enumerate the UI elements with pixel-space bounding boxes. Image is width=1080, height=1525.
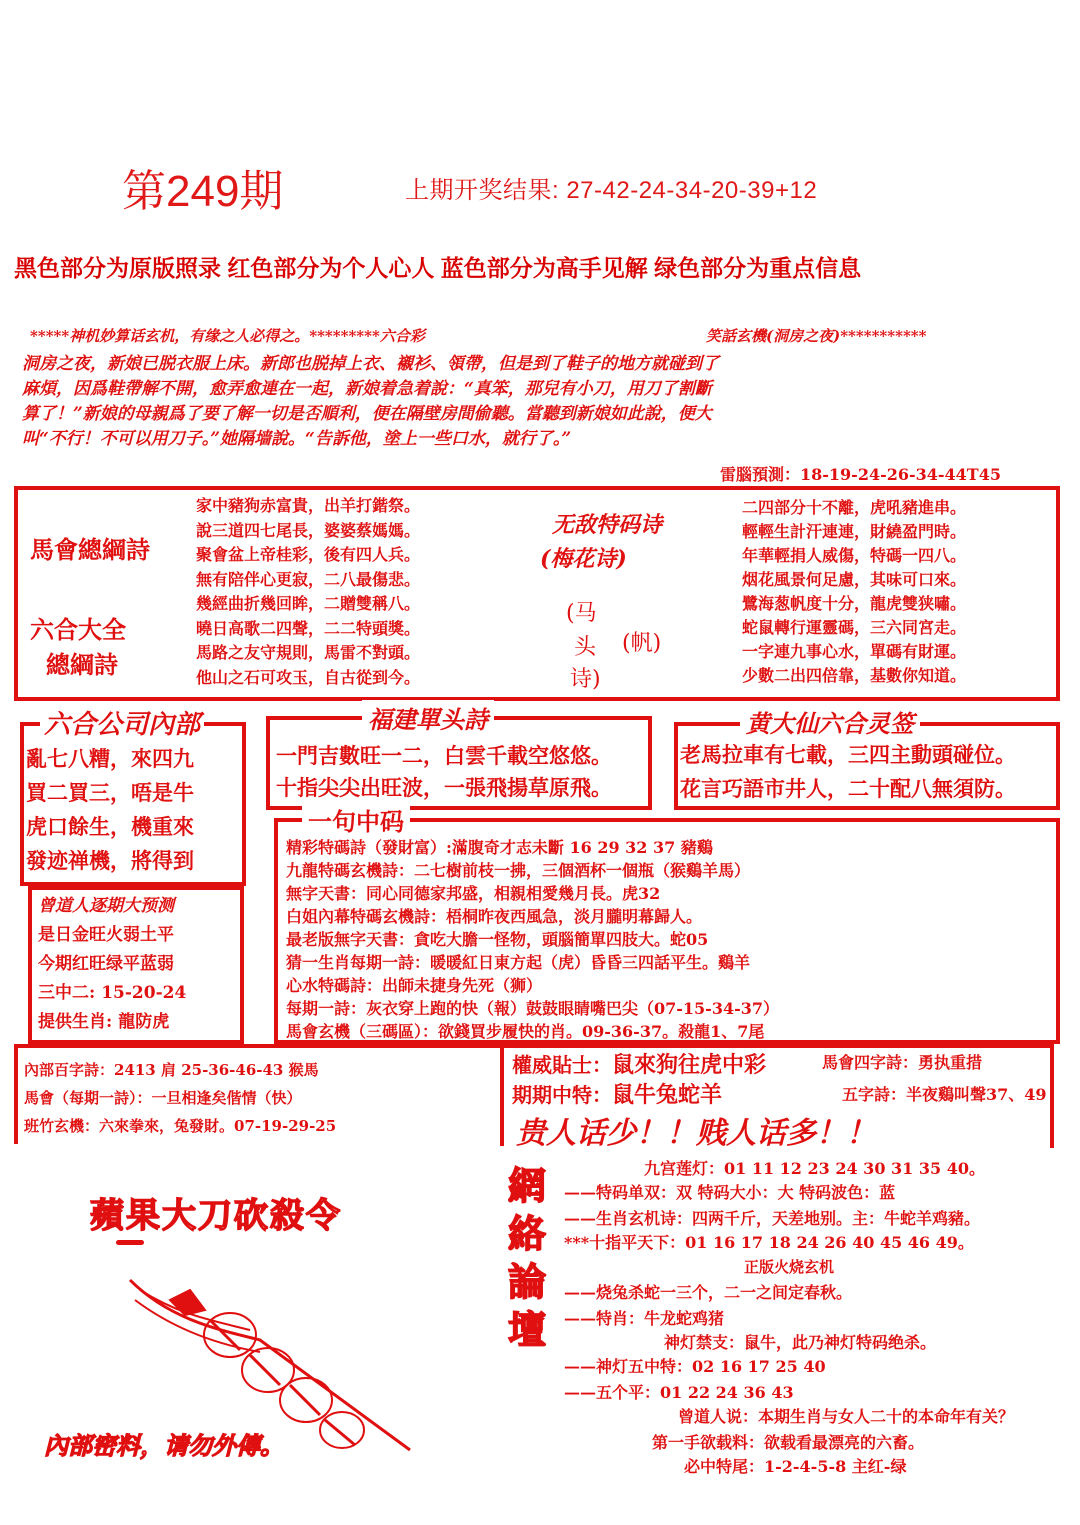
poem-line: 蛇鼠轉行運靈碼，三六同宮走。	[742, 618, 967, 637]
mid-title-1: 无敌特码诗	[552, 512, 663, 538]
authority-tip-label: 權威貼士：	[512, 1053, 612, 1077]
fujian-line: 十指尖尖出旺波，一張飛揚草原飛。	[276, 775, 612, 800]
forum-line: 必中特尾：1-2-4-5-8 主红-绿	[684, 1457, 907, 1476]
daoren-box	[28, 886, 244, 1044]
poem-line: 聚會盆上帝桂彩，後有四人兵。	[196, 545, 421, 564]
huang-line: 花言巧語市井人，二十配八無須防。	[680, 776, 1016, 801]
company-line: 買二買三，唔是牛	[26, 780, 194, 805]
daoren-line: 今期红旺绿平蓝弱	[38, 954, 174, 974]
yiju-line: 猜一生肖每期一詩：暖暖紅日東方起（虎）昏昏三四話平生。鷄羊	[286, 953, 751, 972]
poem-line: 二四部分十不離，虎吼豬進串。	[742, 498, 967, 517]
daoren-line: 三中二: 15-20-24	[38, 983, 187, 1003]
slogan: 贵人话少！！贱人话多！！	[516, 1116, 876, 1151]
poem-line: 馬路之友守規則，馬雷不對頭。	[196, 643, 421, 662]
yiju-line: 白姐內幕特碼玄機詩：梧桐昨夜西風急，淡月朧明幕歸人。	[286, 907, 703, 926]
forum-line: ——五个平：01 22 24 36 43	[564, 1383, 794, 1402]
yiju-box	[274, 807, 1060, 1044]
authority-tip-value: 鼠來狗往虎中彩	[612, 1052, 767, 1078]
company-line: 虎口餘生，機重來	[26, 814, 194, 839]
knife-dash	[116, 1240, 144, 1245]
yiju-line: 最老版無字天書：貪吃大膽一怪物，頭腦簡單四肢大。蛇05	[286, 930, 709, 949]
forum-title-char: 網	[508, 1163, 547, 1208]
color-legend: 黑色部分为原版照录 红色部分为个人心人 蓝色部分为高手见解 绿色部分为重点信息	[14, 255, 862, 281]
yiju-line: 九龍特碼玄機詩：二七樹前枝一拂，三個酒杯一個瓶（猴鷄羊馬）	[286, 861, 751, 880]
forum-title-char: 壇	[508, 1307, 547, 1352]
bottom-left-lines	[24, 1056, 336, 1140]
poem-line: 少數二出四倍靠，基數你知道。	[742, 666, 967, 685]
daoren-line: 曾道人逐期大预测	[38, 896, 174, 916]
huang-box	[674, 709, 1060, 810]
forum-line: ——特肖：牛龙蛇鸡猪	[564, 1309, 725, 1328]
poem-line: 家中豬狗赤富貴，出羊打鍇祭。	[196, 496, 421, 515]
bottom-left-line: 班竹玄機：六來拳來，兔發財。07-19-29-25	[24, 1117, 337, 1135]
poem-title-2b: 總綱詩	[46, 650, 118, 679]
mid-title-2: (梅花诗)	[540, 546, 627, 572]
yiju-line: 每期一詩：灰衣穿上跑的快（報）鼓鼓眼睛嘴巴尖（07-15-34-37）	[286, 999, 779, 1018]
bottom-left-line: 內部百字詩：2413 肩 25-36-46-43 猴馬	[24, 1061, 319, 1079]
huang-line: 老馬拉車有七載，三四主動頭碰位。	[680, 742, 1016, 767]
bottom-box-left-border	[14, 1044, 18, 1144]
fujian-line: 一門吉數旺一二，白雲千載空悠悠。	[276, 743, 612, 768]
poem-line: 幾經曲折幾回眸，二贈雙稱八。	[196, 594, 421, 613]
huang-lines	[680, 738, 1016, 806]
daoren-line: 提供生肖: 龍防虎	[38, 1012, 170, 1032]
mid-note-1: (马	[566, 601, 597, 626]
huang-title: 黄大仙六合灵签	[740, 704, 920, 739]
issue-number: 第249期	[122, 167, 284, 216]
forum-line: ——生肖玄机诗：四两千斤，天差地别。主：牛蛇羊鸡豬。	[564, 1209, 981, 1228]
daoren-line: 是日金旺火弱土平	[38, 925, 174, 945]
joke-line: 麻煩，因爲鞋帶解不開，愈弄愈連在一起，新娘着急着說：“真笨，那兒有小刀，用刀了割斷	[22, 379, 712, 399]
bottom-left-line: 馬會（每期一詩）：一旦相逢矣偕情（快）	[24, 1089, 302, 1107]
poem-line: 曉日高歌二四聲，二二特頭獎。	[196, 618, 421, 638]
daoren-lines	[38, 892, 186, 1037]
fujian-box	[266, 705, 652, 810]
yiju-line: 無字天書：同心同德家邦盛，相親相愛幾月長。虎32	[286, 884, 661, 903]
poem-line: 年華輕捐人威傷，特碼一四八。	[742, 546, 967, 565]
last-result: 上期开奖结果: 27-42-24-34-20-39+12	[405, 177, 818, 204]
mid-note-2: 头	[574, 635, 597, 660]
yiju-line: 心水特碼詩：出師未捷身先死（狮）	[286, 976, 543, 995]
authority-tip	[512, 1048, 766, 1079]
mid-note-3: (帆)	[622, 631, 662, 656]
poem-line: 鷺海葱帆度十分，龍虎雙狭嘯。	[742, 594, 967, 613]
forum-line: 神灯禁支：鼠牛，此乃神灯特码绝杀。	[664, 1333, 937, 1352]
company-box	[20, 710, 246, 886]
forum-line: 九宫莲灯：01 11 12 23 24 30 31 35 40。	[644, 1159, 985, 1178]
fujian-lines	[276, 740, 612, 804]
poem-line: 一字連九事心水，單碼有財運。	[742, 642, 967, 661]
joke-text	[22, 352, 1072, 452]
poem-line: 他山之石可攻玉，自古從到今。	[196, 667, 421, 687]
yiju-title: 一句中码	[302, 802, 410, 837]
forum-line: ——神灯五中特：02 16 17 25 40	[564, 1357, 826, 1376]
forum-title-char: 絡	[508, 1211, 547, 1256]
company-line: 亂七八糟，來四九	[26, 746, 194, 771]
forum-line: 曾道人说：本期生肖与女人二十的本命年有关？	[678, 1407, 1015, 1426]
poem-line: 說三道四七尾長，婆婆蔡媽媽。	[196, 520, 421, 540]
knife-title: 蘋果大刀砍殺令	[90, 1196, 342, 1236]
joke-heading-right: 笑話玄機(洞房之夜)***********	[706, 327, 927, 345]
poems-box	[14, 486, 1060, 701]
five-char-poem: 五字詩：半夜鷄叫聲37、49	[842, 1085, 1047, 1104]
forum-title	[508, 1162, 552, 1354]
mid-note-4: 诗)	[570, 667, 601, 692]
poem-line: 輕輕生計汗連連，財繞盈門時。	[742, 522, 967, 541]
each-issue-label: 期期中特：	[512, 1083, 612, 1107]
company-line: 發迹禅機，將得到	[26, 848, 194, 873]
joke-heading-left: *****神机妙算话玄机，有缘之人必得之。*********六合彩	[30, 327, 425, 345]
poem-column-1	[196, 494, 420, 690]
joke-line: 洞房之夜，新娘已脱衣服上床。新郎也脱掉上衣、襯衫、領帶，但是到了鞋子的地方就碰到了	[22, 354, 719, 374]
each-issue	[512, 1078, 722, 1109]
joke-line: 叫“不行！不可以用刀子。”她隔墙說。“告訴他，塗上一些口水，就行了。”	[22, 429, 572, 449]
bottom-box-divider	[500, 1044, 504, 1146]
forum-title-char: 論	[508, 1259, 547, 1304]
company-title: 六合公司內部	[40, 704, 204, 741]
yiju-lines	[286, 836, 779, 1043]
yiju-line: 馬會玄機（三碼區）：欲錢買步履快的肖。09-36-37。殺龍1、7尾	[286, 1022, 765, 1041]
poem-column-2	[742, 496, 966, 688]
joke-line: 算了！”新娘的母親爲了要了解一切是否順利，便在隔壁房間偷聽。當聽到新娘如此說，便大	[22, 404, 712, 424]
computer-prediction: 雷腦預測：18-19-24-26-34-44T45	[720, 465, 1001, 484]
bottom-box-right-border	[1050, 1044, 1054, 1148]
poem-line: 無有陪伴心更寂，二八最傷悲。	[196, 569, 421, 589]
poem-line: 烟花風景何足慮，其味可口來。	[742, 570, 967, 589]
poem-title-2a: 六合大全	[30, 615, 126, 644]
each-issue-value: 鼠牛兔蛇羊	[612, 1082, 723, 1108]
fujian-title: 福建單头詩	[362, 700, 494, 735]
yiju-line: 精彩特碼詩（發財富）:滿腹奇才志未斷 16 29 32 37 豬鷄	[286, 838, 713, 857]
forum-line: ——烧兔杀蛇一三个，二一之间定春秋。	[564, 1283, 853, 1302]
forum-line: 第一手欲载料：欲载看最漂亮的六畜。	[652, 1433, 925, 1452]
poem-title-1: 馬會總綱詩	[30, 535, 150, 564]
knife-footer: 內部密料，请勿外傳。	[44, 1431, 284, 1460]
company-lines	[26, 742, 194, 878]
forum-line: ——特码单双：双 特码大小：大 特码波色：蓝	[564, 1183, 896, 1202]
forum-line: ***十指平天下：01 16 17 18 24 26 40 45 46 49。	[564, 1233, 974, 1252]
forum-line: 正版火烧玄机	[744, 1258, 835, 1276]
four-char-poem: 馬會四字詩：勇执重措	[822, 1053, 983, 1072]
